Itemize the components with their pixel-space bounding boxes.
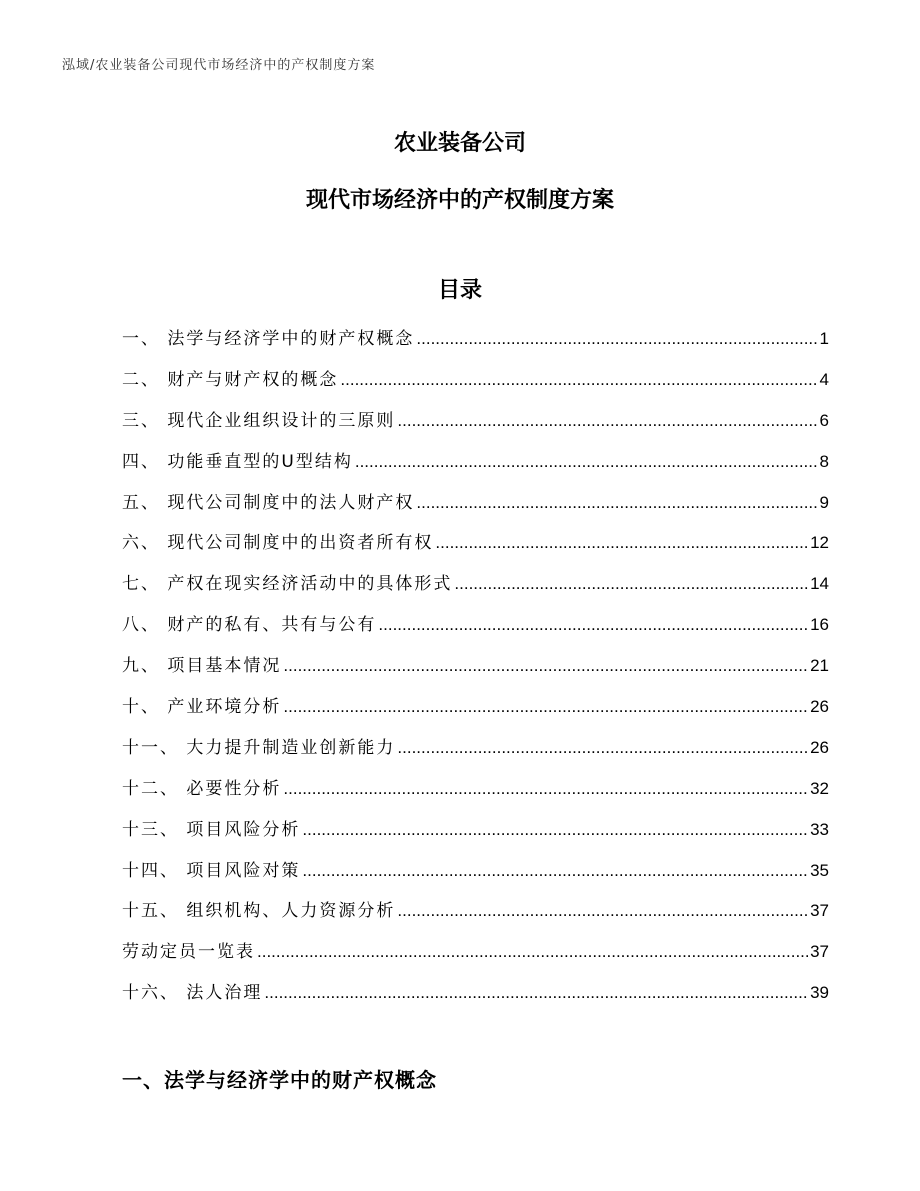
toc-entry[interactable] — [122, 365, 829, 406]
toc-entry-label: 六、 现代公司制度中的出资者所有权 — [122, 533, 434, 554]
toc-leader-dots — [454, 574, 808, 594]
toc-entry[interactable] — [122, 896, 829, 937]
toc-entry-label: 十二、 必要性分析 — [122, 778, 282, 799]
toc-leader-dots — [397, 411, 817, 431]
toc-entry[interactable] — [122, 774, 829, 815]
toc-leader-dots — [257, 942, 808, 962]
toc-entry[interactable] — [122, 610, 829, 651]
toc-entry-label: 十六、 法人治理 — [122, 983, 263, 1004]
toc-leader-dots — [264, 983, 808, 1003]
toc-page-number: 39 — [810, 983, 829, 1003]
toc-entry[interactable] — [122, 692, 829, 733]
toc-entry-label: 劳动定员一览表 — [122, 942, 255, 963]
toc-page-number: 35 — [810, 860, 829, 880]
toc-entry-label: 四、 功能垂直型的U型结构 — [122, 451, 353, 472]
toc-entry-label: 二、 财产与财产权的概念 — [122, 369, 339, 390]
toc-leader-dots — [283, 656, 808, 676]
toc-leader-dots — [397, 901, 808, 921]
toc-entry[interactable] — [122, 406, 829, 447]
toc-page-number: 32 — [810, 778, 829, 798]
running-header: 泓域/农业装备公司现代市场经济中的产权制度方案 — [62, 58, 376, 73]
table-of-contents — [122, 324, 829, 1019]
toc-page-number: 6 — [819, 410, 829, 430]
section-heading: 一、法学与经济学中的财产权概念 — [122, 1068, 437, 1092]
toc-leader-dots — [416, 329, 817, 349]
toc-leader-dots — [378, 615, 808, 635]
toc-page-number: 1 — [819, 329, 829, 348]
toc-page-number: 14 — [810, 574, 829, 594]
toc-entry[interactable] — [122, 733, 829, 774]
toc-page-number: 9 — [819, 492, 829, 512]
toc-entry[interactable] — [122, 488, 829, 529]
toc-page-number: 4 — [819, 369, 829, 389]
toc-page-number: 12 — [810, 533, 829, 553]
toc-entry[interactable] — [122, 856, 829, 897]
toc-page-number: 37 — [810, 942, 829, 962]
toc-leader-dots — [283, 779, 808, 799]
toc-entry[interactable] — [122, 528, 829, 569]
toc-leader-dots — [302, 861, 808, 881]
toc-leader-dots — [397, 738, 808, 758]
toc-entry-label: 一、 法学与经济学中的财产权概念 — [122, 329, 415, 349]
toc-page-number: 21 — [810, 656, 829, 676]
toc-entry-label: 五、 现代公司制度中的法人财产权 — [122, 492, 415, 513]
toc-entry-label: 三、 现代企业组织设计的三原则 — [122, 410, 396, 431]
toc-entry-label: 十五、 组织机构、人力资源分析 — [122, 901, 396, 922]
toc-entry[interactable] — [122, 651, 829, 692]
toc-leader-dots — [435, 533, 808, 553]
toc-page-number: 26 — [810, 697, 829, 717]
toc-entry[interactable] — [122, 447, 829, 488]
toc-entry[interactable] — [122, 569, 829, 610]
toc-entry-label: 十四、 项目风险对策 — [122, 860, 301, 881]
toc-entry-label: 八、 财产的私有、共有与公有 — [122, 615, 377, 636]
toc-leader-dots — [416, 493, 817, 513]
toc-page-number: 16 — [810, 615, 829, 635]
toc-page-number: 37 — [810, 901, 829, 921]
toc-entry-label: 十、 产业环境分析 — [122, 697, 282, 718]
toc-entry-label: 十一、 大力提升制造业创新能力 — [122, 737, 396, 758]
toc-page-number: 33 — [810, 819, 829, 839]
toc-title: 目录 — [437, 278, 482, 303]
toc-entry[interactable] — [122, 815, 829, 856]
toc-page-number: 26 — [810, 737, 829, 757]
toc-entry[interactable] — [122, 324, 829, 365]
toc-entry[interactable] — [122, 978, 829, 1019]
toc-leader-dots — [302, 820, 808, 840]
toc-leader-dots — [355, 452, 818, 472]
toc-entry-label: 九、 项目基本情况 — [122, 656, 282, 677]
title-main: 现代市场经济中的产权制度方案 — [305, 188, 614, 213]
toc-entry[interactable] — [122, 937, 829, 978]
toc-entry-label: 七、 产权在现实经济活动中的具体形式 — [122, 574, 453, 595]
toc-leader-dots — [283, 697, 808, 717]
toc-entry-label: 十三、 项目风险分析 — [122, 819, 301, 840]
toc-leader-dots — [340, 370, 817, 390]
title-company: 农业装备公司 — [393, 131, 526, 156]
toc-page-number: 8 — [819, 451, 829, 471]
